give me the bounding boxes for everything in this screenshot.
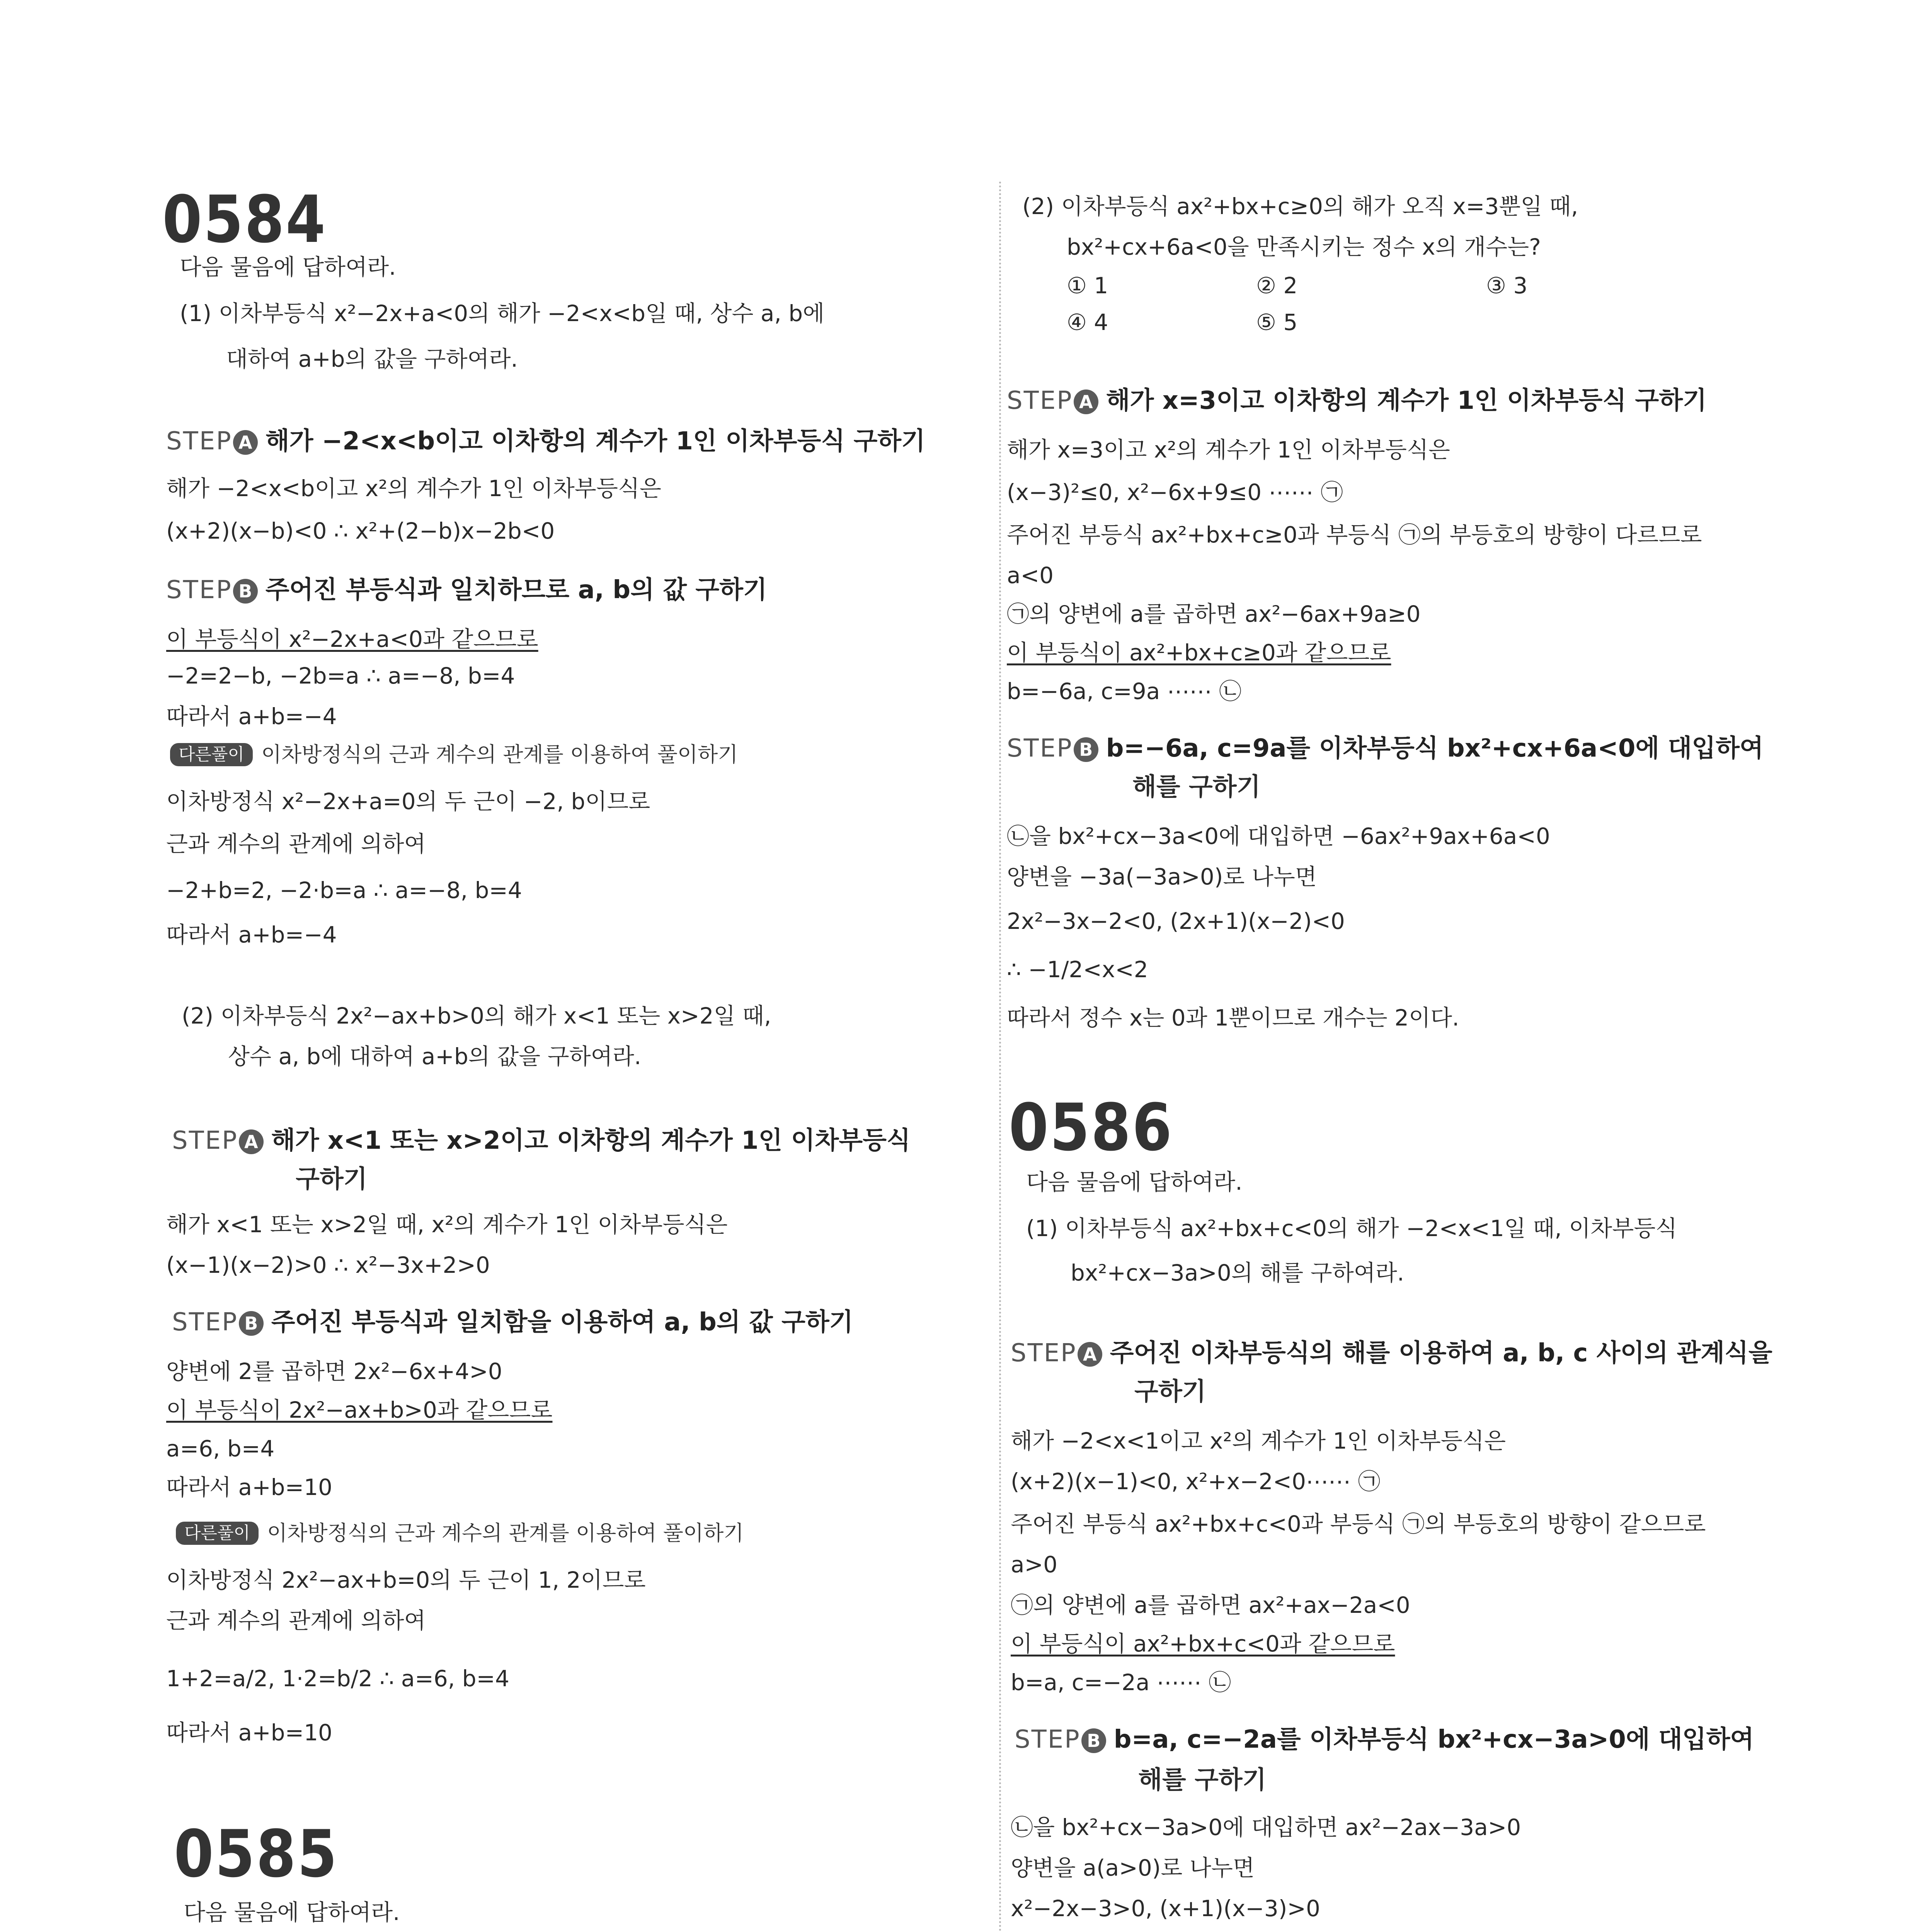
step-title-continued: 해를 구하기 [1138, 1766, 1267, 1794]
text-line: 근과 계수의 관계에 의하여 [166, 1607, 426, 1634]
step-letter-badge: A [233, 430, 258, 455]
text-line: ④ 4 [1067, 309, 1108, 335]
text-line: 다음 물음에 답하여라. [184, 1899, 400, 1925]
step-heading [172, 1310, 853, 1336]
alt-solution-badge: 다른풀이 [170, 743, 253, 766]
text-line: 이 부등식이 2x²−ax+b>0과 같으므로 [166, 1397, 553, 1423]
text-line: 해가 x<1 또는 x>2일 때, x²의 계수가 1인 이차부등식은 [166, 1211, 728, 1238]
text-line: 이차방정식 2x²−ax+b=0의 두 근이 1, 2이므로 [166, 1567, 646, 1593]
text-line: x²−2x−3>0, (x+1)(x−3)>0 [1011, 1895, 1320, 1922]
step-letter-badge: B [1074, 737, 1098, 762]
step-title: 주어진 부등식과 일치하므로 a, b의 값 구하기 [265, 576, 767, 604]
step-label: STEP [1007, 734, 1073, 763]
text-line: ㉡을 bx²+cx−3a>0에 대입하면 ax²−2ax−3a>0 [1011, 1814, 1521, 1840]
text-line: ∴ −1/2<x<2 [1007, 956, 1148, 983]
problem-number: 0585 [174, 1816, 339, 1892]
step-heading [166, 578, 767, 604]
step-label: STEP [1007, 386, 1073, 415]
step-label: STEP [172, 1126, 238, 1155]
problem-number: 0586 [1009, 1090, 1173, 1165]
text-line: 양변에 2를 곱하면 2x²−6x+4>0 [166, 1358, 502, 1384]
text-line: (x−1)(x−2)>0 ∴ x²−3x+2>0 [166, 1252, 490, 1278]
text-line: (2) 이차부등식 ax²+bx+c≥0의 해가 오직 x=3뿐일 때, [1022, 193, 1578, 219]
text-line: a<0 [1007, 562, 1054, 588]
step-heading [1015, 1727, 1754, 1753]
step-title-continued: 구하기 [1134, 1378, 1206, 1406]
text-line: a>0 [1011, 1551, 1058, 1578]
text-line: −2+b=2, −2·b=a ∴ a=−8, b=4 [166, 877, 522, 903]
alt-solution-badge: 다른풀이 [176, 1522, 259, 1545]
text-line: 이 부등식이 x²−2x+a<0과 같으므로 [166, 626, 538, 652]
step-letter-badge: A [239, 1129, 264, 1154]
problem-number: 0584 [162, 182, 327, 257]
text-line: (1) 이차부등식 x²−2x+a<0의 해가 −2<x<b일 때, 상수 a, b에 [180, 300, 825, 327]
text-line: 근과 계수의 관계에 의하여 [166, 831, 426, 857]
step-label: STEP [1011, 1339, 1077, 1367]
text-line: (x+2)(x−b)<0 ∴ x²+(2−b)x−2b<0 [166, 518, 555, 544]
text-line: bx²+cx+6a<0을 만족시키는 정수 x의 개수는? [1067, 234, 1541, 260]
step-heading [1007, 388, 1707, 414]
text-line: ⑤ 5 [1256, 309, 1298, 335]
text-line: ① 1 [1067, 272, 1108, 299]
text-line: (x+2)(x−1)<0, x²+x−2<0⋯⋯ ㉠ [1011, 1468, 1381, 1495]
step-title: b=−6a, c=9a를 이차부등식 bx²+cx+6a<0에 대입하여 [1106, 734, 1764, 763]
step-letter-badge: A [1078, 1342, 1102, 1367]
text-line: (2) 이차부등식 2x²−ax+b>0의 해가 x<1 또는 x>2일 때, [182, 1003, 771, 1029]
text-line: (1) 이차부등식 ax²+bx+c<0의 해가 −2<x<1일 때, 이차부등식 [1026, 1215, 1677, 1242]
text-line: b=−6a, c=9a ⋯⋯ ㉡ [1007, 678, 1242, 704]
step-title: b=a, c=−2a를 이차부등식 bx²+cx−3a>0에 대입하여 [1113, 1725, 1754, 1754]
text-line: 따라서 정수 x는 0과 1뿐이므로 개수는 2이다. [1007, 1005, 1459, 1031]
step-label: STEP [172, 1308, 238, 1337]
text-line: 따라서 a+b=−4 [166, 922, 337, 948]
step-heading [1007, 736, 1764, 762]
alt-solution-title: 이차방정식의 근과 계수의 관계를 이용하여 풀이하기 [261, 742, 738, 767]
text-line: ㉠의 양변에 a를 곱하면 ax²−6ax+9a≥0 [1007, 601, 1421, 627]
column-divider [999, 182, 1001, 1932]
text-line: ㉠의 양변에 a를 곱하면 ax²+ax−2a<0 [1011, 1592, 1410, 1618]
text-line: a=6, b=4 [166, 1435, 275, 1462]
text-line: 주어진 부등식 ax²+bx+c≥0과 부등식 ㉠의 부등호의 방향이 다르므로 [1007, 522, 1702, 548]
text-line: 상수 a, b에 대하여 a+b의 값을 구하여라. [228, 1043, 642, 1070]
text-line: 해가 −2<x<1이고 x²의 계수가 1인 이차부등식은 [1011, 1428, 1506, 1454]
text-line: 이차방정식 x²−2x+a=0의 두 근이 −2, b이므로 [166, 788, 650, 815]
text-line: 2x²−3x−2<0, (2x+1)(x−2)<0 [1007, 908, 1345, 934]
text-line: ③ 3 [1486, 272, 1528, 299]
step-title: 주어진 이차부등식의 해를 이용하여 a, b, c 사이의 관계식을 [1110, 1339, 1772, 1367]
text-line: 이 부등식이 ax²+bx+c<0과 같으므로 [1011, 1631, 1395, 1657]
text-line: 이 부등식이 ax²+bx+c≥0과 같으므로 [1007, 639, 1391, 666]
text-line: 해가 −2<x<b이고 x²의 계수가 1인 이차부등식은 [166, 475, 661, 502]
step-title: 주어진 부등식과 일치함을 이용하여 a, b의 값 구하기 [271, 1308, 853, 1337]
step-title: 해가 x<1 또는 x>2이고 이차항의 계수가 1인 이차부등식 [271, 1126, 911, 1155]
text-line: ② 2 [1256, 272, 1298, 299]
text-line: −2=2−b, −2b=a ∴ a=−8, b=4 [166, 663, 515, 689]
text-line: 다음 물음에 답하여라. [1026, 1169, 1243, 1195]
step-letter-badge: A [1074, 389, 1098, 414]
step-heading [166, 429, 925, 455]
step-letter-badge: B [233, 579, 258, 604]
step-letter-badge: B [1081, 1728, 1106, 1753]
step-letter-badge: B [239, 1311, 264, 1336]
text-line: ㉡을 bx²+cx−3a<0에 대입하면 −6ax²+9ax+6a<0 [1007, 823, 1550, 849]
text-line: 양변을 a(a>0)로 나누면 [1011, 1855, 1255, 1881]
text-line: 해가 x=3이고 x²의 계수가 1인 이차부등식은 [1007, 437, 1450, 463]
step-label: STEP [166, 576, 232, 604]
step-heading [172, 1128, 911, 1154]
text-line: 따라서 a+b=−4 [166, 703, 337, 730]
alternative-solution-heading [170, 742, 738, 766]
text-line: 주어진 부등식 ax²+bx+c<0과 부등식 ㉠의 부등호의 방향이 같으므로 [1011, 1511, 1706, 1537]
step-heading [1011, 1341, 1772, 1367]
text-line: 다음 물음에 답하여라. [180, 254, 396, 280]
alternative-solution-heading [176, 1520, 744, 1545]
text-line: b=a, c=−2a ⋯⋯ ㉡ [1011, 1669, 1231, 1696]
step-title-continued: 구하기 [296, 1165, 368, 1194]
step-label: STEP [166, 427, 232, 456]
text-line: bx²+cx−3a>0의 해를 구하여라. [1071, 1260, 1405, 1286]
step-title-continued: 해를 구하기 [1132, 773, 1261, 801]
step-title: 해가 −2<x<b이고 이차항의 계수가 1인 이차부등식 구하기 [265, 427, 925, 456]
text-line: 따라서 a+b=10 [166, 1719, 332, 1746]
text-line: 양변을 −3a(−3a>0)로 나누면 [1007, 864, 1317, 890]
step-label: STEP [1015, 1725, 1081, 1754]
text-line: 대하여 a+b의 값을 구하여라. [226, 346, 518, 372]
alt-solution-title: 이차방정식의 근과 계수의 관계를 이용하여 풀이하기 [267, 1520, 744, 1545]
text-line: (x−3)²≤0, x²−6x+9≤0 ⋯⋯ ㉠ [1007, 479, 1343, 505]
text-line: 1+2=a/2, 1·2=b/2 ∴ a=6, b=4 [166, 1665, 509, 1692]
step-title: 해가 x=3이고 이차항의 계수가 1인 이차부등식 구하기 [1106, 386, 1707, 415]
text-line: 따라서 a+b=10 [166, 1474, 332, 1500]
